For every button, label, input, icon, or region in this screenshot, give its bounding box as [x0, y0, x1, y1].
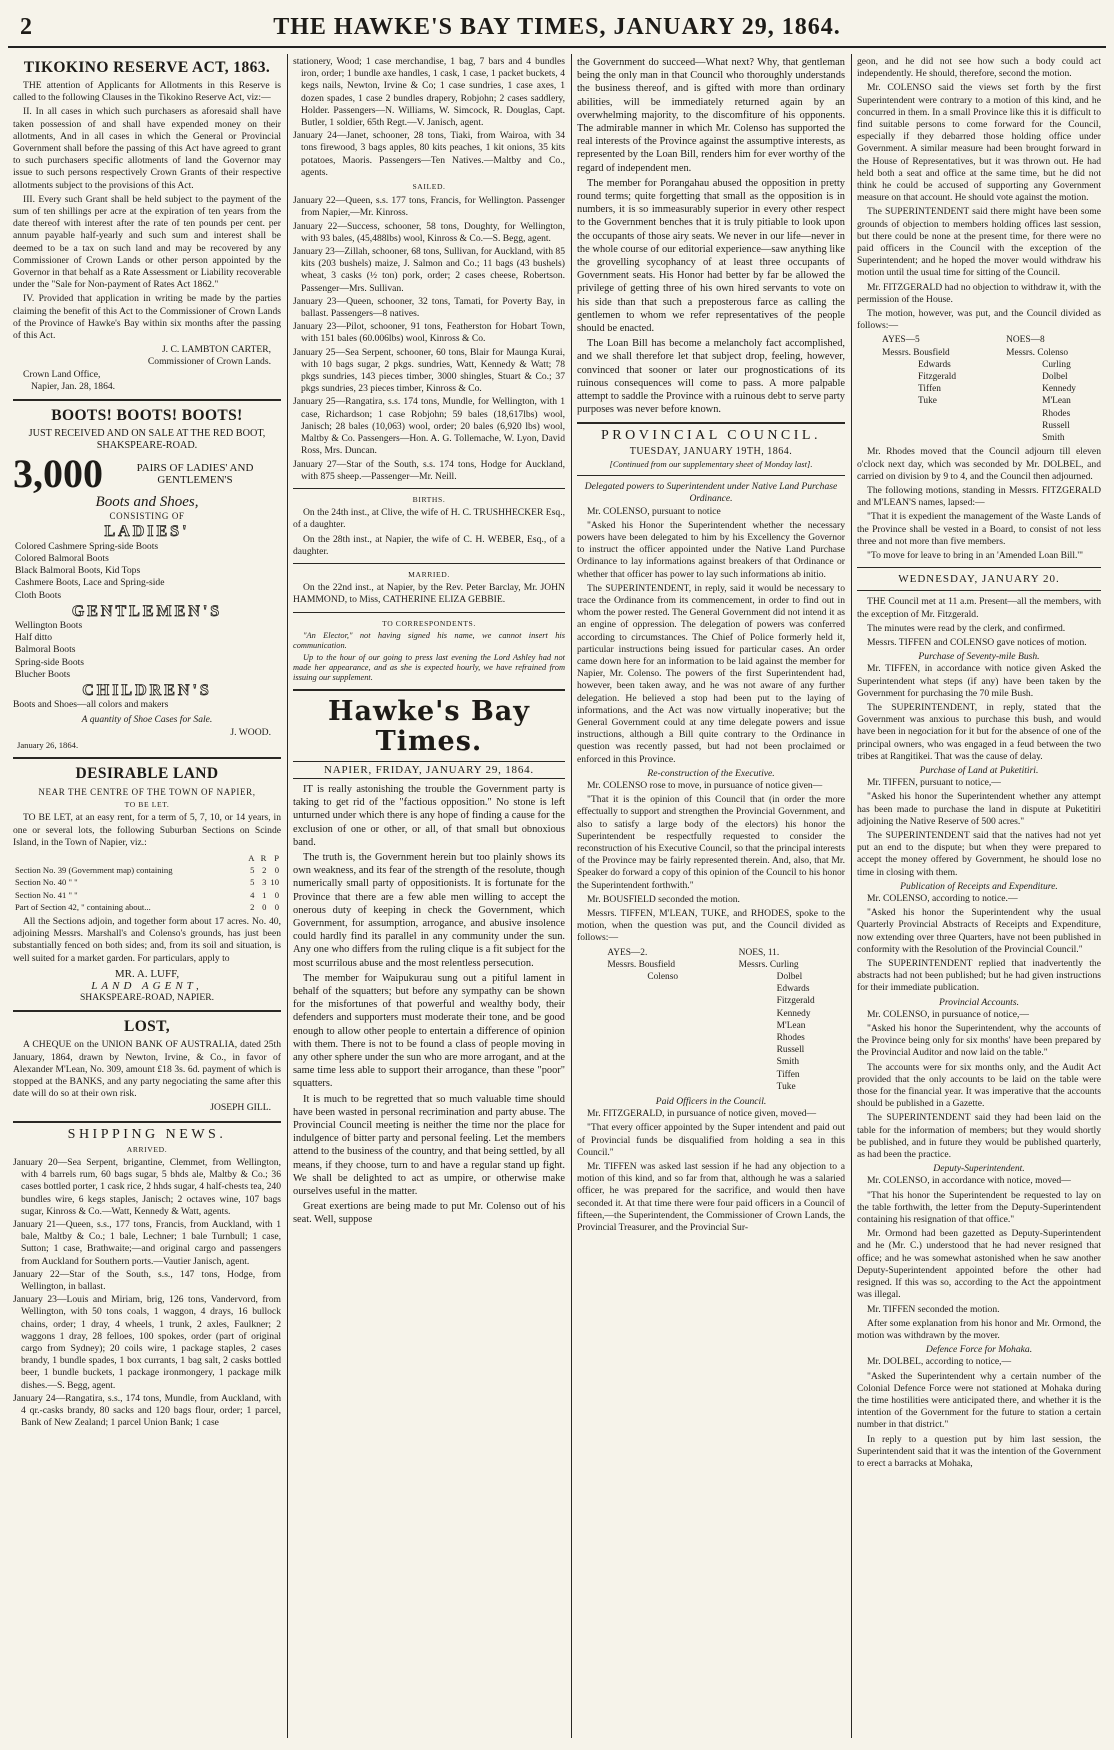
tikokino-intro: THE attention of Applicants for Allotments in this Reserve is called to the following Clauses in the Tikokino Reserve Act, viz:— [13, 80, 281, 104]
paragraph: "That it is the opinion of this Council that (in order the more effectually to support and strengthen the Provincial Government, and also to satisfy a large body of the electors) his honor the Superintendent be respectfully requested to consider the reconstruction of his Executive Council, so that the principal interests of the Province may be fairly represented therein. And, also, that Mr. Speaker do forward a copy of this opinion of the Council to his honor the Superintendent forthwith." [577, 794, 845, 891]
sections-table [13, 852, 281, 913]
paragraph: Mr. Ormond had been gazetted as Deputy-Superintendent and he (Mr. C.) understood that he had never resigned that office; and he was somewhat astonished when he saw another Deputy-Superintendent appointed before the other had resigned. If this was so, according to the Act the appointment was illegal. [857, 1228, 1101, 1301]
list-item: Blucher Boots [15, 668, 71, 680]
list-item: January 25—Sea Serpent, schooner, 60 tons, Blair for Maunga Kurai, with 10 bags sugar, 2 pkgs. sundries, Watt, Kennedy & Watt; 78 pkgs sundries, 143 pieces timber, 3000 shingles, Stuart & Co.; 37 pkgs sundries, 23 pieces timber, Kinross & Co. [293, 346, 565, 395]
gentlemen-list [13, 620, 281, 681]
list-item: Wellington Boots [15, 619, 83, 631]
paragraph: The accounts were for six months only, and the Audit Act provided that the only accounts to be laid on the table were those for the financial year. It was imperative that the accounts should be published in a Gazette. [857, 1061, 1101, 1110]
list-item: January 22—Queen, s.s. 177 tons, Francis, for Wellington. Passenger from Napier,—Mr. Kinross. [293, 195, 565, 219]
paragraph: Mr. FITZGERALD, in pursuance of notice given, moved— [587, 1108, 817, 1120]
column-2 [288, 56, 570, 1736]
paragraph: Mr. TIFFEN seconded the motion. [867, 1303, 1000, 1315]
division-list [857, 334, 1101, 444]
arrived-heading: ARRIVED. [126, 1144, 168, 1154]
children-heading: CHILDREN'S [82, 681, 212, 699]
birth-notice: On the 24th inst., at Clive, the wife of H. C. TRUSHHECKER Esq., of a daughter. [293, 507, 565, 531]
paragraph: Mr. Rhodes moved that the Council adjourn till eleven o'clock next day, which was seconded by Mr. DOLBEL, and carried on division by 9 to 4, and the Council then adjourned. [857, 446, 1101, 482]
subheading: Deputy-Superintendent. [933, 1163, 1025, 1175]
paragraph: Messrs. TIFFEN, M'LEAN, TUKE, and RHODES, spoke to the motion, when the question was put, and the Council divided as follows:— [577, 908, 845, 944]
list-item: Black Balmoral Boots, Kid Tops [15, 565, 141, 577]
paragraph: Mr. COLENSO said the views set forth by the first Superintendent were contrary to a motion of this kind, and he concurred in them. In a small Province like this it is difficult to find suitable persons to come forward for the Council, especially if they debarred those holding office under Government. A similar measure had been brought forward in the House of Representatives, but it was thrown out. He had held both a seat and office at the same time, but he did not think he could be accused of supporting any Government measure on that account. He should vote against the motion. [857, 82, 1101, 204]
list-item: Colored Balmoral Boots [15, 552, 109, 564]
paragraph: "Asked his Honor the Superintendent whether the necessary powers have been delegated to him by his Excellency the Governor to instruct the officer appointed under the Native Land Purchase Ordinance to lay informations against breakers of that Ordinance or whether that officer has power to lay such informations ab initio. [577, 519, 845, 580]
list-item: January 22—Star of the South, s.s., 147 tons, Hodge, from Wellington, in ballast. [13, 1268, 281, 1293]
paragraph: THE Council met at 11 a.m. Present—all the members, with the exception of Mr. Fitzgerald. [857, 596, 1101, 620]
lost-heading: LOST, [123, 1018, 171, 1036]
lost-signature: JOSEPH GILL. [210, 1102, 271, 1114]
list-item: stationery, Wood; 1 case merchandise, 1 bag, 7 bars and 4 bundles iron, order; 1 bundle axe handles, 1 cask, 1 case, 1 packet buckets, 4 kegs nails, Newton, Irvine & Co; 1 case sundries, 1 case axes, 1 dozen spades, 1 case 2 bundles drapery, Robjohn; 2 cases saddlery, Holder. Passengers—N. Williams, W. Simcock, R. Douglas, Capt. Butler, 1 soldier, 65th Regt.—V. Janisch, agent. [293, 56, 565, 129]
list-item: January 27—Star of the South, s.s. 174 tons, Hodge for Auckland, with 875 sheep.—Passenger—Mr. Neill. [293, 458, 565, 482]
subheading: Provincial Accounts. [939, 996, 1019, 1008]
paragraph: Mr. COLENSO, in pursuance of notice,— [867, 1008, 1030, 1020]
list-item: Colored Cashmere Spring-side Boots [15, 540, 159, 552]
land-to-be-let: TO BE LET. [124, 800, 170, 810]
paragraph: "That his honor the Superintendent be requested to lay on the table forthwith, the letter from the Deputy-Superintendent containing his resignation of that office." [857, 1189, 1101, 1226]
paragraph: In reply to a question put by him last session, the Superintendent said that it was the intention of the Government to erect a barracks at Mohaka, [857, 1433, 1101, 1469]
list-item: Cloth Boots [15, 589, 62, 601]
paragraph: After some explanation from his honor and Mr. Ormond, the motion was withdrawn by the mover. [857, 1317, 1101, 1341]
list-item: Half ditto [15, 632, 53, 644]
list-item: Spring-side Boots [15, 656, 85, 668]
paragraph: Mr. TIFFEN, in accordance with notice given Asked the Superintendent what steps (if any) have been taken by the Government for purchasing the 70 mile Bush. [857, 663, 1101, 699]
column-4 [852, 56, 1106, 1736]
subheading: Delegated powers to Superintendent under Native Land Purchase Ordinance. [584, 481, 838, 505]
children-line: Boots and Shoes—all colors and makers [13, 699, 169, 711]
correspondents-heading: TO CORRESPONDENTS. [382, 618, 476, 628]
list-item: Cashmere Boots, Lace and Spring-side [15, 577, 165, 589]
column-3 [572, 56, 850, 1736]
paragraph: Messrs. TIFFEN and COLENSO gave notices of motion. [867, 636, 1087, 648]
list-item: January 23—Zillah, schooner, 68 tons, Sullivan, for Auckland, with 85 kits (203 bushels) maize, J. Salmon and Co.; 11 bags (43 bushels) wheat, 3 casks (½ ton) pork, order; 2 cases cheese, Robertson. Passenger—Mrs. Sullivan. [293, 246, 565, 294]
shoe-cases: A quantity of Shoe Cases for Sale. [81, 714, 213, 726]
paragraph: The SUPERINTENDENT replied that inadvertently the abstracts had not been published; but he had given instructions for their immediate publication. [857, 958, 1101, 994]
masthead [8, 8, 1106, 48]
header-acres: A [248, 852, 255, 863]
table-row: Section No. 39 (Government map) containing 5 2 0 [15, 865, 279, 876]
gentlemen-heading: GENTLEMEN'S [71, 602, 223, 620]
paper-title: Hawke's Bay Times. [327, 695, 530, 757]
tikokino-heading: TIKOKINO RESERVE ACT, 1863. [23, 59, 271, 76]
agent-title: LAND AGENT, [91, 979, 203, 992]
subheading: Re-construction of the Executive. [647, 767, 775, 779]
births-heading: BIRTHS. [412, 494, 446, 504]
council-date: TUESDAY, JANUARY 19TH, 1864. [629, 445, 793, 457]
paragraph: The SUPERINTENDENT said there might have been some grounds of objection to members holding offices last session, but there could be none at the present time, for there were no paid officers in the Council with the exception of the Superintendent; and he hoped the mover would withdraw his motion until the usual time for sitting of the Council. [857, 206, 1101, 279]
leader-paragraph: The member for Porangahau abused the opposition in pretty round terms; quite forgetting that small as the opposition is in numbers, it is so immeasurably superior in every other respect to the Government benches that it is truly pitiable to look upon the occupants of those airy seats. We never in our life—never in the whole course of our editorial experience—saw anything like the grovelling sycophancy of at least three occupants of Government seats. His Honor had better by far be allowed the privilege of getting three of his own hired servants to vote on his side than that such a preposterous farce as calling the gentlemen to whom we refer representatives of the people should be enacted. [577, 177, 845, 335]
paragraph: Mr. DOLBEL, according to notice,— [867, 1356, 1012, 1368]
signature-name: J. C. LAMBTON CARTER, [161, 344, 271, 356]
shipping-heading: SHIPPING NEWS. [67, 1126, 227, 1142]
subheading: Publication of Receipts and Expenditure. [900, 880, 1058, 892]
paragraph: The SUPERINTENDENT said they had been laid on the table for the information of members; but they would shortly be published, and in future they would be published quarterly, as had been the practice. [857, 1112, 1101, 1161]
list-item: January 24—Janet, schooner, 28 tons, Tiaki, from Wairoa, with 34 tons firewood, 3 bags apples, 80 kits peaches, 1 kit onions, 35 kits potatoes, Maoris. Passengers—Ten Natives.—Maltby and Co., agents. [293, 130, 565, 178]
list-item: January 23—Queen, schooner, 32 tons, Tamati, for Poverty Bay, in ballast. Passengers—8 natives. [293, 295, 565, 320]
paragraph: Mr. TIFFEN was asked last session if he had any objection to a motion of this kind, and so far from that, although he was a salaried officer, he was prepared for the sacrifice, and would then have seconded it. At that time there were four paid officers in a Council of fifteen,—the Superintendent, the Commissioner of Crown Lands, the Provincial Treasurer, and the Provincial Sur- [577, 1161, 845, 1234]
signature-title: Commissioner of Crown Lands. [147, 356, 271, 368]
land-subheading: NEAR THE CENTRE OF THE TOWN OF NAPIER, [38, 786, 256, 797]
agent-address: SHAKSPEARE-ROAD, NAPIER. [79, 992, 215, 1004]
list-item: January 23—Louis and Miriam, brig, 126 tons, Vandervord, from Wellington, with 50 tons coals, 1 waggon, 4 drays, 16 bullock chains, order; 1 dray, 4 wheels, 1 trunk, 2 axles, Faulkner; 2 waggons 1 dray, 28 felloes, 100 spokes, order (part of original cargo from Sydney); 20 coils wire, 1 package staples, 2 cases brandy, 1 bundle spades, 1 box currants, 1 bag salt, 2 casks bottled beer, 1 bundle buckets, 1 package ironmongery, 1 package milk dishes.—S. Begg, agent. [13, 1294, 281, 1391]
paragraph: "Asked his honor the Superintendent, why the accounts of the Province being only for six months' have been prepared by the Provincial Auditor and now laid on the table." [857, 1023, 1101, 1059]
married-heading: MARRIED. [408, 569, 450, 579]
paragraph: "Asked his honor the Superintendent whether any attempt has been made to purchase the land in dispute at Puketitiri adjoining the Native Reserve of 500 acres." [857, 791, 1101, 827]
paragraph: Mr. TIFFEN, pursuant to notice,— [867, 777, 1001, 789]
boots-quantity: 3,000 [13, 451, 103, 497]
paragraph: geon, and he did not see how such a body could act independently. He should, therefore, second the motion. [857, 56, 1101, 80]
sailed-heading: SAILED. [412, 182, 446, 192]
boots-intro: JUST RECEIVED AND ON SALE AT THE RED BOOT, SHAKSPEARE-ROAD. [28, 428, 266, 452]
list-item: Balmoral Boots [15, 644, 76, 656]
correspondents-note: Up to the hour of our going to press last evening the Lord Ashley had not made her appearance, and as she is expected hourly, we have refrained from issuing our supplement. [293, 652, 565, 682]
paragraph: Mr. FITZGERALD had no objection to withdraw it, with the permission of the House. [857, 281, 1101, 305]
noes-list: NOES—8 Messrs. Colenso Curling Dolbel Kennedy M'Lean Rhodes Russell Smith [1006, 335, 1076, 444]
agent-name: MR. A. LUFF, [114, 967, 180, 980]
list-item: January 24—Rangatira, s.s., 174 tons, Mundle, from Auckland, with 4 qr.-casks brandy, 80 sacks and 120 bags flour, order; 1 parcel, Bank of New Zealand; 1 parcel Union Bank; 1 case [13, 1392, 281, 1429]
paragraph: Mr. COLENSO, in accordance with notice, moved— [867, 1175, 1071, 1187]
tikokino-clause-4: IV. Provided that application in writing be made by the parties claiming the benefit of this Act to the Commissioner of Crown Lands of the Province of Hawke's Bay within six months after the passing of this Act. [13, 293, 281, 342]
leader-paragraph: Great exertions are being made to put Mr. Colenso out of his seat. Well, suppose [293, 1201, 565, 1226]
table-row: Part of Section 42, " containing about... 2 0 0 [15, 901, 279, 912]
paragraph: "Asked the Superintendent why a certain number of the Colonial Defence Force were not stationed at Mohaka during the time hostilities were anticipated there, and whether it is the intention of the Government for the future to station a certain number in that district." [857, 1370, 1101, 1431]
correspondents-note: "An Elector," not having signed his name, we cannot insert his communication. [293, 630, 565, 650]
subheading: Purchase of Seventy-mile Bush. [918, 651, 1040, 663]
council-heading: PROVINCIAL COUNCIL. [601, 428, 821, 444]
boots-consisting: CONSISTING OF [109, 511, 185, 522]
paragraph: Mr. COLENSO rose to move, in pursuance of notice given— [587, 779, 823, 791]
wednesday-heading: WEDNESDAY, JANUARY 20. [898, 573, 1060, 586]
paragraph: Mr. BOUSFIELD seconded the motion. [587, 893, 740, 905]
subheading: Purchase of Land at Puketitiri. [919, 764, 1039, 776]
paragraph: The SUPERINTENDENT, in reply, stated that the Government was anxious to purchase this bush, and would have been in negociation for it but for the absence of one of the principal owners, who was engaged in a feud between the two tribes at Rangitikei. That was the cause of delay. [857, 701, 1101, 762]
dateline: NAPIER, FRIDAY, JANUARY 29, 1864. [293, 761, 565, 779]
tikokino-clause-3: III. Every such Grant shall be held subject to the payment of the sum of ten shillings per acre at the expiration of ten years from the date thereof with interest after the rate of ten pounds per cent. per annum payable half-yearly and such sum and interest shall be deemed to be a tax on such land and may be recovered by any Commissioner of Crown Lands or other person appointed by the Governor in that behalf as a Rate Assessment or Liability recoverable under the "Sale for Non-payment of Rates Act 1862." [13, 193, 281, 291]
signature-office: Crown Land Office, [23, 368, 101, 380]
boots-pairs: PAIRS OF LADIES' AND GENTLEMEN'S [136, 461, 254, 487]
paragraph: The following motions, standing in Messrs. FITZGERALD and M'LEAN'S names, lapsed:— [857, 484, 1101, 509]
paragraph: "That it is expedient the management of the Waste Lands of the Province shall be vested in a Board, to consist of not less three and not more than five members. [857, 511, 1101, 547]
header-perches: P [274, 852, 279, 863]
land-heading: DESIRABLE LAND [75, 764, 219, 782]
newspaper-title: THE HAWKE'S BAY TIMES, JANUARY 29, 1864. [273, 14, 841, 40]
paragraph: The motion, however, was put, and the Council divided as follows:— [857, 308, 1101, 332]
leader-paragraph: The member for Waipukurau sung out a pitiful lament in behalf of the squatters; but before any sympathy can be shown for the misfortunes of that powerful and wealthy body, their defenders and supporters must moderate their tone, and be good enough to allow other people to entertain a difference of opinion with them. There is not to be found a class of people moving in any other sphere under the sun who are more arrogant, and at the same time less able to support their arrogance, than these "poor" squatters. [293, 972, 565, 1090]
boots-heading: BOOTS! BOOTS! BOOTS! [51, 407, 243, 425]
boots-signature: J. WOOD. [230, 726, 271, 738]
leader-paragraph: The truth is, the Government herein but too plainly shows its own weakness, and its fear of the strength of the resolute, though numerically small party of oppositionists. It is fortunate for the Province that there are a few able men willing to accept the onerous duty of keeping in check the Government, which Government, for assumption, arrogance, and abusive insolence could hardly find its parallel in any community under the sun. Any one who differs from the ruling clique is a fit subject for the most scurrilous abuse and the most relentless persecution. [293, 851, 565, 969]
paragraph: "Asked his honor the Superintendent why the usual Quarterly Provincial Abstracts of Receipts and Expenditure, now extending over three Quarters, have not been published in conformity with the Resolution of the Provincial Council." [857, 907, 1101, 955]
land-description: TO BE LET, at an easy rent, for a term of 5, 7, 10, or 14 years, in one or several lots, the following Suburban Sections on Scinde Island, in the Town of Napier, viz.: [13, 812, 281, 848]
table-row: Section No. 41 " " 4 1 0 [15, 889, 279, 900]
ayes-list: AYES—2. Messrs. Bousfield Colenso [607, 947, 679, 983]
lost-notice: A CHEQUE on the UNION BANK OF AUSTRALIA, dated 25th January, 1864, drawn by Newton, Irvine, & Co., in favor of Alexander M'Lean, No. 309, amount £18 3s. 6d. payment of which is stopped at the BANKS, and any party negociating the same after this date will do so at their own risk. [13, 1039, 281, 1100]
ayes-list: AYES—5 Messrs. Bousfield Edwards Fitzgerald Tiffen Tuke [882, 335, 957, 407]
birth-notice: On the 28th inst., at Napier, the wife of C. H. WEBER, Esq., of a daughter. [293, 533, 565, 557]
leader-paragraph: IT is really astonishing the trouble the Government party is taking to get rid of the "factious opposition." No stone is left unturned under which there is any hope of finding a cause for the exclusion of one or other, or all, of that small but obnoxious band. [293, 783, 565, 848]
ladies-heading: LADIES' [104, 523, 190, 541]
paragraph: Mr. COLENSO, according to notice.— [867, 893, 1018, 904]
paragraph: The SUPERINTENDENT, in reply, said it would be necessary to trace the Ordinance from its commencement, in order to find out in whom the power rested. The General Government did not intend it as an engine of oppression. The delegation of powers was conferred according to circumstances. The Chief of Police formerly held it, particular instructions being issued for particular cases. An order came down here for an information to be laid against the member for Napier, Mr. Colenso. The powers of the first Superintendent had, however, been taken away, and he was not aware of any further delegation. He believed a stop had been put to the laying of informations, and the Act was now virtually inoperative; but the General Government could at any time delegate powers and issue instructions, although a Bill quite contrary to the Ordinance in question was recently passed, but had not been proclaimed or enforced in this Province. [577, 582, 845, 765]
page-number: 2 [20, 14, 32, 40]
marriage-notice: On the 22nd inst., at Napier, by the Rev. Peter Barclay, Mr. JOHN HAMMOND, to Miss, CATHERINE ELIZA GEBBIE. [293, 582, 565, 606]
column-1 [8, 56, 286, 1736]
paragraph: "That every officer appointed by the Super intendent and paid out of Provincial funds be disqualified from holding a sea in this Council." [577, 1122, 845, 1158]
header-roods: R [260, 852, 267, 863]
tikokino-clause-2: II. In all cases in which such purchasers as aforesaid shall have taken possession of and shall have expended money on their allotments, And in all cases in which the General or Provincial Government shall before the passing of this Act have agreed to grant to such purchasers specific allotments of land the Governor may issue to such persons respectively Crown Grants of their respective allotments subject to the provisions of this Act. [13, 106, 281, 191]
list-item: January 23—Pilot, schooner, 91 tons, Featherston for Hobart Town, with 151 bales (60.006lbs) wool, Kinross & Co. [293, 321, 565, 345]
ladies-list [13, 541, 281, 602]
signature-date: Napier, Jan. 28, 1864. [31, 380, 116, 392]
noes-list: NOES, 11. Messrs. Curling Dolbel Edwards Fitzgerald Kennedy M'Lean Rhodes Russell Smith Tiffen Tuke [738, 947, 815, 1092]
paragraph: "To move for leave to bring in an 'Amended Loan Bill.'" [867, 549, 1084, 561]
list-item: January 21—Queen, s.s., 177 tons, Francis, from Auckland, with 1 bale, Maltby & Co.; 1 bale, Lechner; 1 bale Turnbull; 1 case, Sutton; 1 case, Brathwaite;—and original cargo and passengers from Auckland for Southern ports.—Vautier Janisch, agent. [13, 1219, 281, 1267]
subheading: Defence Force for Mohaka. [925, 1344, 1033, 1356]
list-item: January 25—Rangatira, s.s. 174 tons, Mundle, for Wellington, with 1 case, Richardson; 1 case Robjohn; 59 bales (18,617lbs) wool, Janisch; 28 bales (10,063) wool, order; 20 bales (6,920 lbs) wool, Maltby & Co. Passengers—Hon. A. G. Tollemache, W. Lyon, David Ross, Mrs. Duncan. [293, 396, 565, 457]
leader-paragraph: It is much to be regretted that so much valuable time should have been wasted in personal recrimination and party abuse. The Provincial Council meeting is neither the time nor the place for indulgence of bitter party and personal feeling. Let the members attend to the business of the country, and that being settled, by all means, if they choose, turn to and have a regular stand up fight. We shall be delighted to act as umpire, or otherwise make ourselves useful in the matter. [293, 1093, 565, 1198]
newspaper-page [8, 8, 1106, 1742]
list-item: January 20—Sea Serpent, brigantine, Clemmet, from Wellington, with 4 barrels rum, 60 bags sugar, 5 bhds ale, Maltby & Co.; 36 cases bottled porter, 1 cask rice, 2 hhds sugar, 4 half-chests tea, 240 bundles wire, 6 kegs staples, Janisch; 2 octaves wine, 107 bags sugar, Kinross & Co.—Watt, Kennedy & Watt, agents. [13, 1157, 281, 1217]
boots-date: January 26, 1864. [17, 739, 79, 750]
land-details: All the Sections adjoin, and together form about 17 acres. No. 40, adjoining Messrs. Marshall's and Colenso's grounds, has just been substantially fenced on both sides; and, from its soil and situation, is well suited for a market garden. For particulars, apply to [13, 915, 281, 964]
list-item: January 22—Success, schooner, 58 tons, Doughty, for Wellington, with 93 bales, (45,488lbs) wool, Kinross & Co.—S. Begg, agent. [293, 220, 565, 244]
table-row: Section No. 40 " " 5 3 10 [15, 877, 279, 888]
division-list [577, 947, 845, 1093]
council-note: [Continued from our supplementary sheet of Monday last]. [609, 458, 813, 469]
leader-paragraph: The Loan Bill has become a melancholy fact accomplished, and we shall therefore let that subject drop, feeling, however, convinced that sooner or later our prognostications of its ruinous consequences will come to pass. A more palpable attempt to saddle the Province with a ruinous debt to serve party purposes was never before known. [577, 338, 845, 416]
boots-and-shoes: Boots and Shoes, [95, 494, 199, 511]
subheading: Paid Officers in the Council. [655, 1096, 767, 1108]
paragraph: The minutes were read by the clerk, and confirmed. [867, 622, 1066, 634]
paragraph: The SUPERINTENDENT said that the natives had not yet put an end to the dispute; but when they were prepared to accept the money offered by Government, he should lose no time in closing with them. [857, 829, 1101, 878]
leader-paragraph: the Government do succeed—What next? Why, that gentleman being the only man in that Council who thoroughly understands the business thereof, and is gifted with more than ordinary abilities, will be immediately returned again by an overwhelming majority, to the discomfiture of his opponents. The admirable manner in which Mr. Colenso has supported the real interests of the Province against the assumptive interests, as represented by the Loan Bill, renders him for ever worthy of the regard of independent men. [577, 57, 845, 174]
paragraph: Mr. COLENSO, pursuant to notice [587, 505, 721, 517]
